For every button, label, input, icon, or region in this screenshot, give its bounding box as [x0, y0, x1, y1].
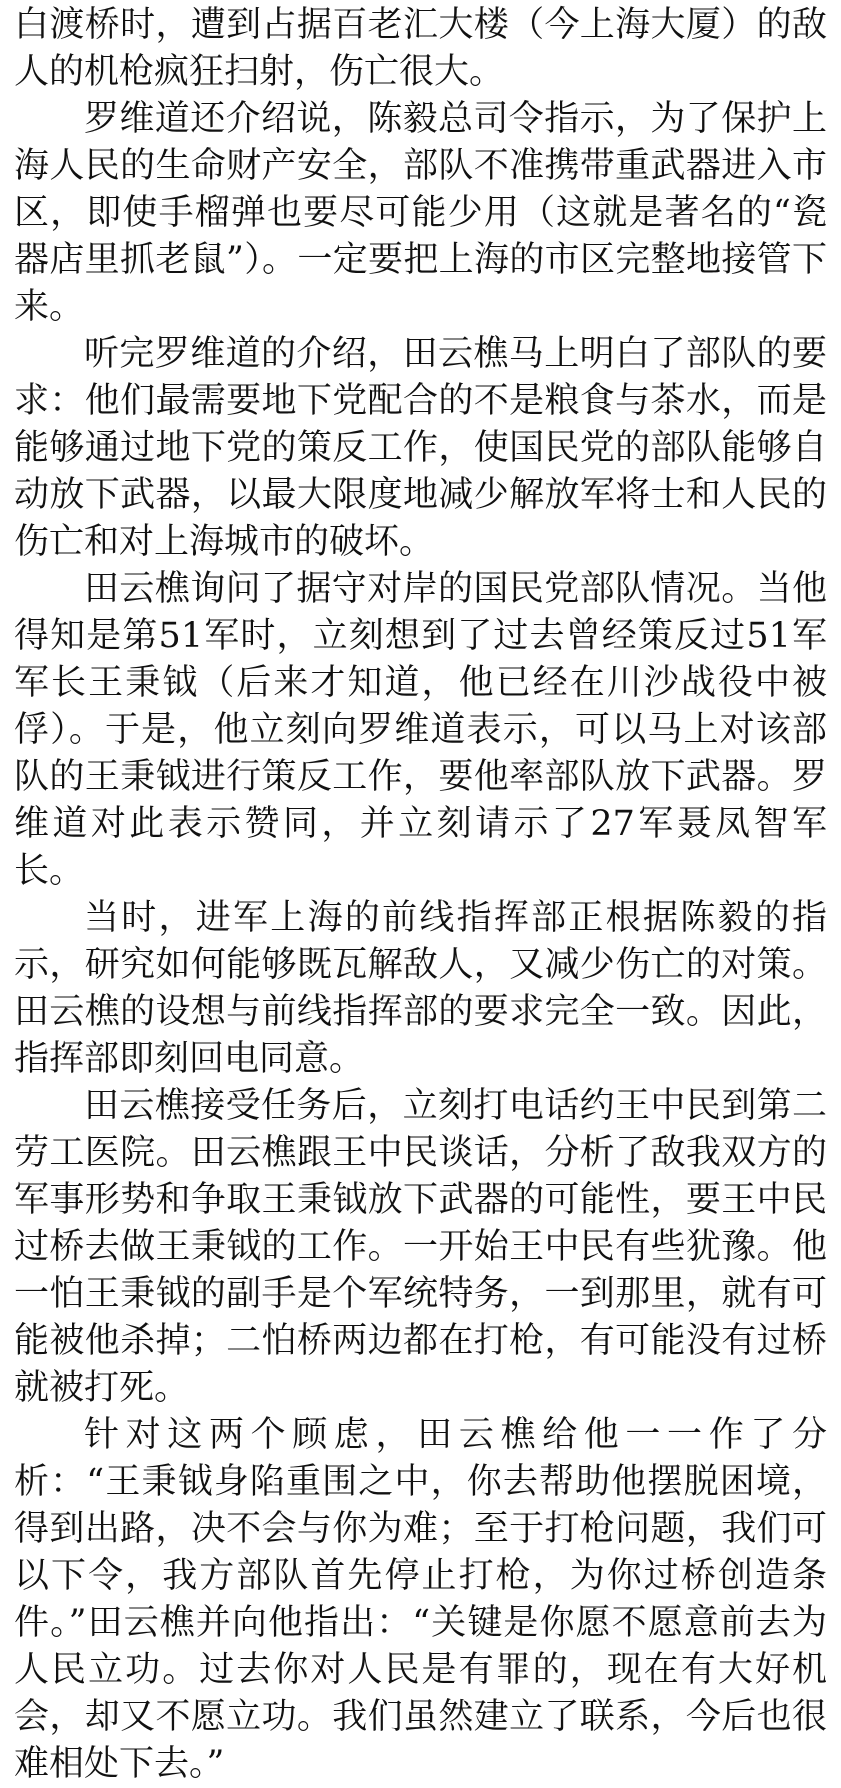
- paragraph: 当时，进军上海的前线指挥部正根据陈毅的指示，研究如何能够既瓦解敌人，又减少伤亡的对策。田云樵的设想与前线指挥部的要求完全一致。因此，指挥部即刻回电同意。: [14, 898, 827, 1079]
- paragraph: 罗维道还介绍说，陈毅总司令指示，为了保护上海人民的生命财产安全，部队不准携带重武器进入市区，即使手榴弹也要尽可能少用（这就是著名的“瓷器店里抓老鼠”）。一定要把上海的市区完整地接管下来。: [14, 99, 827, 327]
- paragraph-continued: 白渡桥时，遭到占据百老汇大楼（今上海大厦）的敌人的机枪疯狂扫射，伤亡很大。: [14, 5, 827, 92]
- paragraph: 田云樵询问了据守对岸的国民党部队情况。当他得知是第51军时，立刻想到了过去曾经策反过51军军长王秉钺（后来才知道，他已经在川沙战役中被俘）。于是，他立刻向罗维道表示，可以马上对该部队的王秉钺进行策反工作，要他率部队放下武器。罗维道对此表示赞同，并立刻请示了27军聂凤智军长。: [14, 569, 827, 891]
- paragraph: 田云樵接受任务后，立刻打电话约王中民到第二劳工医院。田云樵跟王中民谈话，分析了敌我双方的军事形势和争取王秉钺放下武器的可能性，要王中民过桥去做王秉钺的工作。一开始王中民有些犹豫。他一怕王秉钺的副手是个军统特务，一到那里，就有可能被他杀掉；二怕桥两边都在打枪，有可能没有过桥就被打死。: [14, 1086, 827, 1408]
- paragraph: 针对这两个顾虑，田云樵给他一一作了分析：“王秉钺身陷重围之中，你去帮助他摆脱困境，得到出路，决不会与你为难；至于打枪问题，我们可以下令，我方部队首先停止打枪，为你过桥创造条件。”田云樵并向他指出：“关键是你愿不愿意前去为人民立功。过去你对人民是有罪的，现在有大好机会，却又不愿立功。我们虽然建立了联系，今后也很难相处下去。”: [14, 1415, 827, 1784]
- paragraph: 听完罗维道的介绍，田云樵马上明白了部队的要求：他们最需要地下党配合的不是粮食与茶水，而是能够通过地下党的策反工作，使国民党的部队能够自动放下武器，以最大限度地减少解放军将士和人民的伤亡和对上海城市的破坏。: [14, 334, 827, 562]
